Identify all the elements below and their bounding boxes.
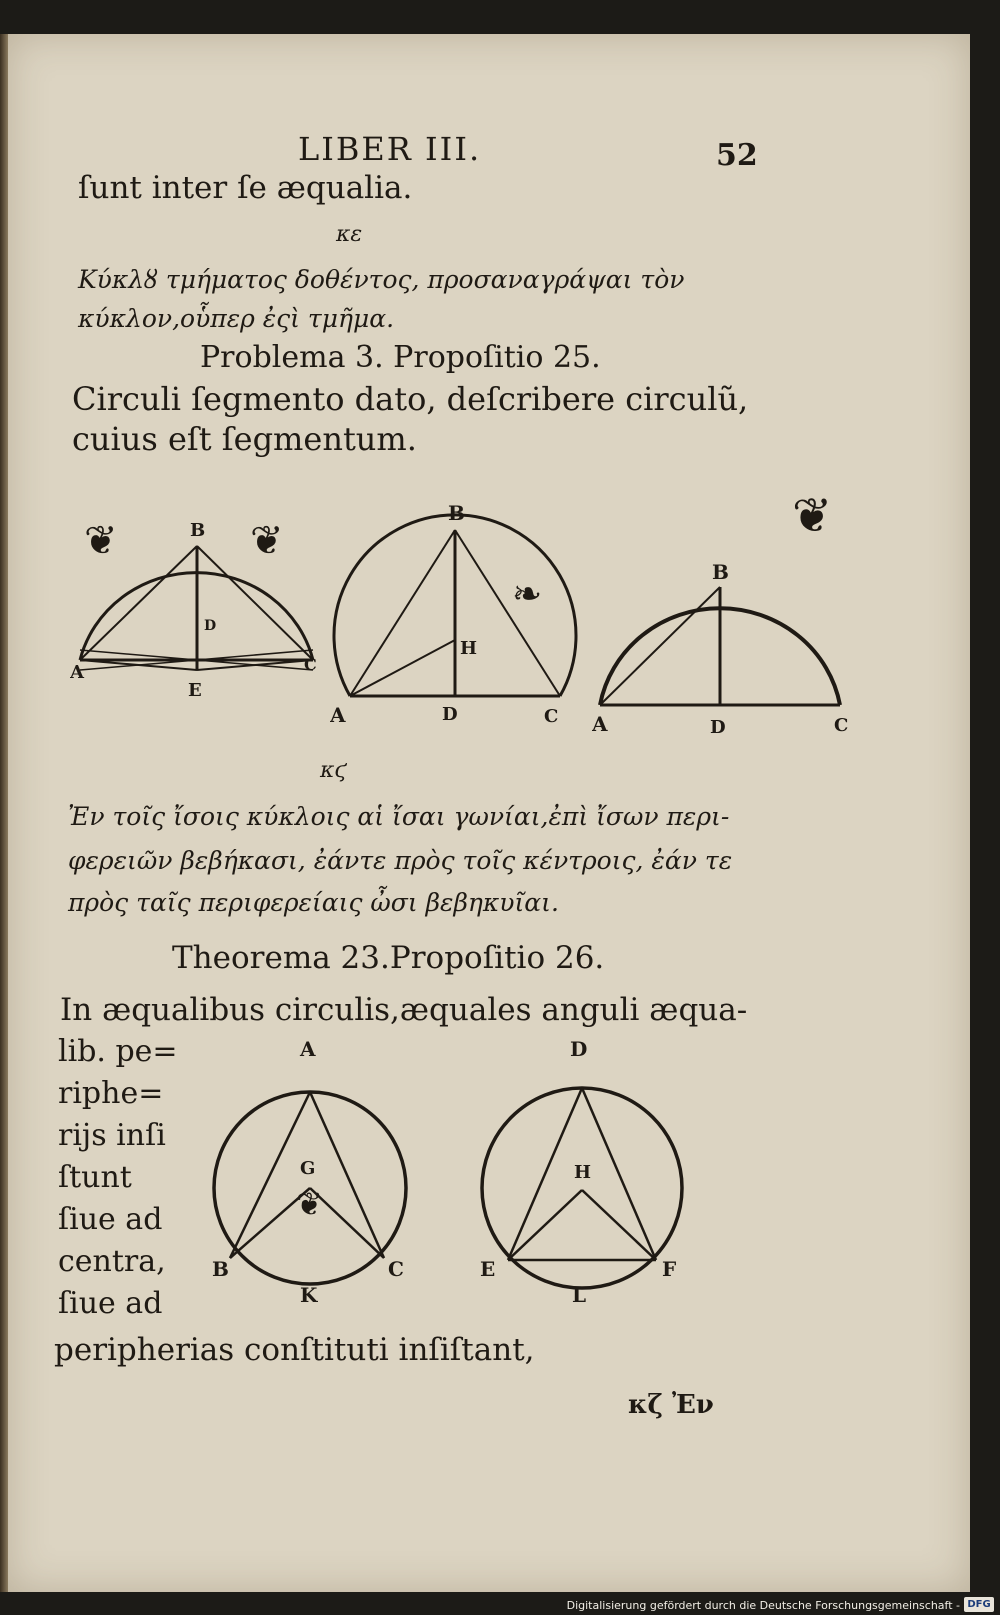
greek-enunciation-line: Ἐν τοῖς ἴσοις κύκλοις αἱ ἴσαι γωνίαι,ἐπὶ ἴσων περι- (68, 802, 730, 831)
figure-segment-3 (592, 555, 862, 745)
latin-wrapped-line: ſiue ad (58, 1202, 163, 1237)
proposition-heading: Problema 3. Propoſitio 25. (200, 340, 601, 375)
greek-number-26: κϛ (320, 758, 347, 783)
latin-wrapped-line: centra, (58, 1244, 166, 1279)
point-label: D (204, 618, 217, 634)
point-label: B (448, 501, 465, 525)
point-label: H (460, 638, 478, 659)
latin-enunciation-line: Circuli ſegmento dato, deſcribere circulũ, (72, 380, 749, 418)
latin-wrapped-line: rijs inſi (58, 1118, 166, 1153)
fleuron-ornament: ❦ (84, 518, 118, 564)
point-label: C (304, 655, 317, 674)
point-label: C (388, 1257, 404, 1281)
page-edge (0, 34, 8, 1592)
latin-enunciation-line: cuius eſt ſegmentum. (72, 420, 417, 458)
catchword: κζ Ἐν (628, 1390, 714, 1420)
point-label: A (330, 703, 346, 727)
point-label: D (442, 704, 458, 725)
latin-wrapped-line: ſiue ad (58, 1286, 163, 1321)
figure-segment-1 (70, 510, 330, 700)
latin-last-line: peripherias conſtituti inſiſtant, (54, 1332, 535, 1368)
latin-wrapped-line: riphe= (58, 1076, 164, 1111)
point-label: A (300, 1040, 316, 1061)
point-label: B (190, 520, 206, 541)
greek-number-25: κε (336, 222, 363, 247)
fleuron-ornament: ❦ (296, 1185, 323, 1223)
fleuron-ornament: ❦ (792, 488, 833, 544)
fleuron-ornament: ❧ (512, 574, 543, 615)
continuation-line: ſunt inter ſe æqualia. (78, 170, 413, 206)
latin-enunciation-line: In æqualibus circulis,æquales anguli æqua- (60, 992, 748, 1028)
fleuron-ornament: ❦ (250, 518, 284, 564)
proposition-heading: Theorema 23.Propoſitio 26. (172, 940, 605, 976)
point-label: B (212, 1257, 229, 1281)
point-label: A (70, 662, 84, 683)
greek-enunciation-line: φερειῶν βεβήκασι, ἐάντε πρὸς τοῖς κέντροις, ἐάν τε (68, 846, 733, 875)
figure-circle-1 (200, 1040, 420, 1305)
running-head: LIBER III. (298, 130, 482, 168)
point-label: H (574, 1162, 592, 1183)
point-label: F (662, 1257, 677, 1281)
point-label: L (572, 1283, 587, 1305)
point-label: E (480, 1257, 496, 1281)
latin-wrapped-line: lib. pe= (58, 1034, 178, 1069)
point-label: C (834, 715, 849, 736)
greek-enunciation-line: κύκλον,οὗπερ ἐςὶ τμῆμα. (78, 304, 395, 333)
point-label: E (188, 680, 202, 700)
point-label: G (300, 1158, 316, 1179)
point-label: D (710, 717, 726, 738)
point-label: C (544, 706, 559, 727)
greek-enunciation-line: πρὸς ταῖς περιφερείαις ὦσι βεβηκυῖαι. (68, 888, 559, 917)
figure-segment-2 (330, 500, 600, 740)
folio-number: 52 (716, 138, 758, 173)
point-label: A (592, 712, 608, 736)
figure-circle-2 (470, 1040, 695, 1305)
greek-enunciation-line: Κύκλȣ τμήματος δοθέντος, προσαναγράψαι τὸν (78, 265, 685, 294)
point-label: D (570, 1040, 588, 1061)
point-label: B (712, 560, 729, 584)
dfg-logo[interactable]: DFG (964, 1597, 994, 1612)
latin-wrapped-line: ſtunt (58, 1160, 132, 1195)
digitization-credit: Digitalisierung gefördert durch die Deutsche Forschungsgemeinschaft - (566, 1599, 960, 1612)
point-label: K (300, 1283, 318, 1305)
